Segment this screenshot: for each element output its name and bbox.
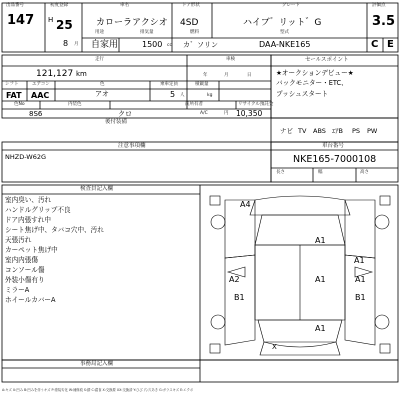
load-label: 積載量 — [195, 82, 209, 87]
recycle-fee: 10,350 — [236, 109, 263, 118]
model-year: 25 — [56, 18, 73, 32]
transmission: FAT — [6, 91, 22, 100]
aircon: AAC — [31, 91, 50, 100]
capacity: 5 — [170, 90, 176, 99]
fuel-label: 燃料 — [190, 30, 199, 35]
inspector-line: 天張汚れ — [5, 236, 32, 244]
equip-abs: ABS — [313, 127, 326, 135]
legend: A:キズ U:凹み B:凹みを伴うキズ P:塗装劣化 W:補修痕 S:錆 C:腐食 X:交換要 XX:交換済 Y:ひび 穴:穴あき G:ガラスキズ E:エクボ — [2, 388, 194, 392]
shaken-day-unit: 日 — [247, 73, 252, 78]
recycle-unit: 円 — [224, 111, 229, 116]
notes-title: 注意事項欄 — [118, 143, 146, 149]
equip-navi: ナビ — [280, 127, 293, 135]
damage-mark-a2: A2 — [229, 275, 240, 284]
color-code: 8S6 — [29, 110, 43, 118]
color-label: 色 — [100, 82, 105, 87]
equip-tv: TV — [298, 127, 307, 135]
equip-pw: PW — [367, 127, 378, 135]
mileage-label: 走行 — [95, 57, 104, 62]
shaken-label: 車検 — [226, 57, 235, 62]
damage-mark-b1-left: B1 — [234, 293, 245, 302]
damage-mark-a1-right: A1 — [354, 256, 365, 265]
grade: ハイブ゛リット゛G — [243, 18, 322, 28]
mileage: 121,127 — [36, 69, 74, 79]
era-letter: H — [48, 16, 54, 24]
inspector-line: ドア内張すれ中 — [5, 216, 51, 224]
shift-label: シフト — [5, 82, 19, 87]
model-code: DAA-NKE165 — [259, 40, 311, 49]
era-label: 初度登録 — [50, 3, 68, 8]
damage-mark-a1-hood: A1 — [315, 236, 326, 245]
load-unit: kg — [207, 93, 213, 98]
interior-label: 内装色 — [68, 102, 82, 107]
sales-point-3: プッシュスタート — [276, 90, 329, 98]
height-label: 高さ — [360, 170, 369, 175]
length-label: 長さ — [276, 170, 285, 175]
grade-label: グレード — [282, 3, 300, 8]
inspector-line: シート焦げ中、タバコ穴中、汚れ — [5, 226, 104, 234]
damage-mark-a1-roof: A1 — [315, 275, 326, 284]
mileage-unit: km — [76, 70, 87, 78]
damage-mark-a4: A4 — [240, 200, 251, 209]
color: アオ — [95, 90, 109, 98]
equip-ps: PS — [352, 127, 361, 135]
doors-label: ドア形状 — [182, 3, 200, 8]
capacity-unit: 人 — [180, 93, 185, 98]
attach-label: 後付装備 — [105, 119, 128, 125]
recycle-label: リサイクル預託金 — [238, 102, 274, 107]
sales-point-1: ★オークションデビュー★ — [276, 69, 354, 77]
notes-text: NHZD-W62G — [5, 153, 47, 161]
model-label: 型式 — [280, 30, 289, 35]
month-unit: 月 — [74, 42, 79, 47]
displacement-unit: cc — [167, 43, 172, 48]
width-label: 幅 — [318, 170, 323, 175]
interior-score: C — [371, 39, 379, 50]
reg-month: 8 — [63, 39, 69, 48]
displacement: 1500 — [142, 40, 163, 49]
ac-label: エアコン — [32, 82, 50, 87]
fuel: カ゛ソリン — [183, 41, 218, 49]
inspector-line: ミラーA — [5, 286, 30, 294]
reporter-title: 事務局記入欄 — [80, 361, 114, 367]
color-no-label: 色No — [14, 102, 25, 107]
exterior-score: E — [387, 39, 394, 50]
score: 3.5 — [372, 14, 396, 29]
frame-title: 車台番号 — [322, 143, 345, 149]
inspector-line: カーペット焦げ中 — [5, 246, 58, 254]
shaken-month-unit: 月 — [224, 73, 229, 78]
damage-mark-x: X — [272, 343, 277, 351]
score-label: 評価点 — [372, 3, 386, 8]
sales-points-title: セールスポイント — [305, 57, 349, 63]
lot-number: 147 — [7, 13, 35, 28]
inspector-line: ハンドルグリップ不良 — [5, 206, 71, 214]
car-name-label: 車名 — [120, 3, 129, 8]
frame-number: NKE165-7000108 — [293, 154, 377, 165]
damage-mark-b1-right: B1 — [355, 293, 366, 302]
shaken-year-unit: 年 — [203, 73, 208, 78]
usage: 自家用 — [91, 40, 119, 50]
doors: 4SD — [180, 18, 199, 28]
inspector-line: コンソール傷 — [5, 266, 45, 274]
inspector-line: ホイールカバーA — [5, 296, 56, 304]
damage-mark-a1-rear: A1 — [315, 324, 326, 333]
usage-label: 用途 — [95, 30, 104, 35]
capacity-label: 乗車定員 — [160, 82, 178, 87]
car-name: カローラアクシオ — [96, 18, 168, 28]
equip-airbag: ｴｱB — [332, 127, 343, 135]
displacement-label: 排気量 — [140, 30, 154, 35]
owner-label: 前所有者 — [185, 102, 203, 107]
sales-point-2: バックモニター・ETC、 — [276, 79, 348, 87]
ac-sub-label: A/C — [200, 111, 208, 116]
inspector-line: 室内内張傷 — [5, 256, 38, 264]
inspector-line: 外装小傷有り — [5, 276, 45, 284]
inspector-lines — [5, 197, 195, 357]
lot-label: 出品番号 — [6, 3, 24, 8]
damage-mark-a1-right-2: A1 — [355, 275, 366, 284]
inspector-line: 室内臭い、汚れ — [5, 196, 52, 204]
interior-color: クロ — [118, 110, 132, 118]
inspector-title: 検査員記入欄 — [80, 186, 114, 192]
